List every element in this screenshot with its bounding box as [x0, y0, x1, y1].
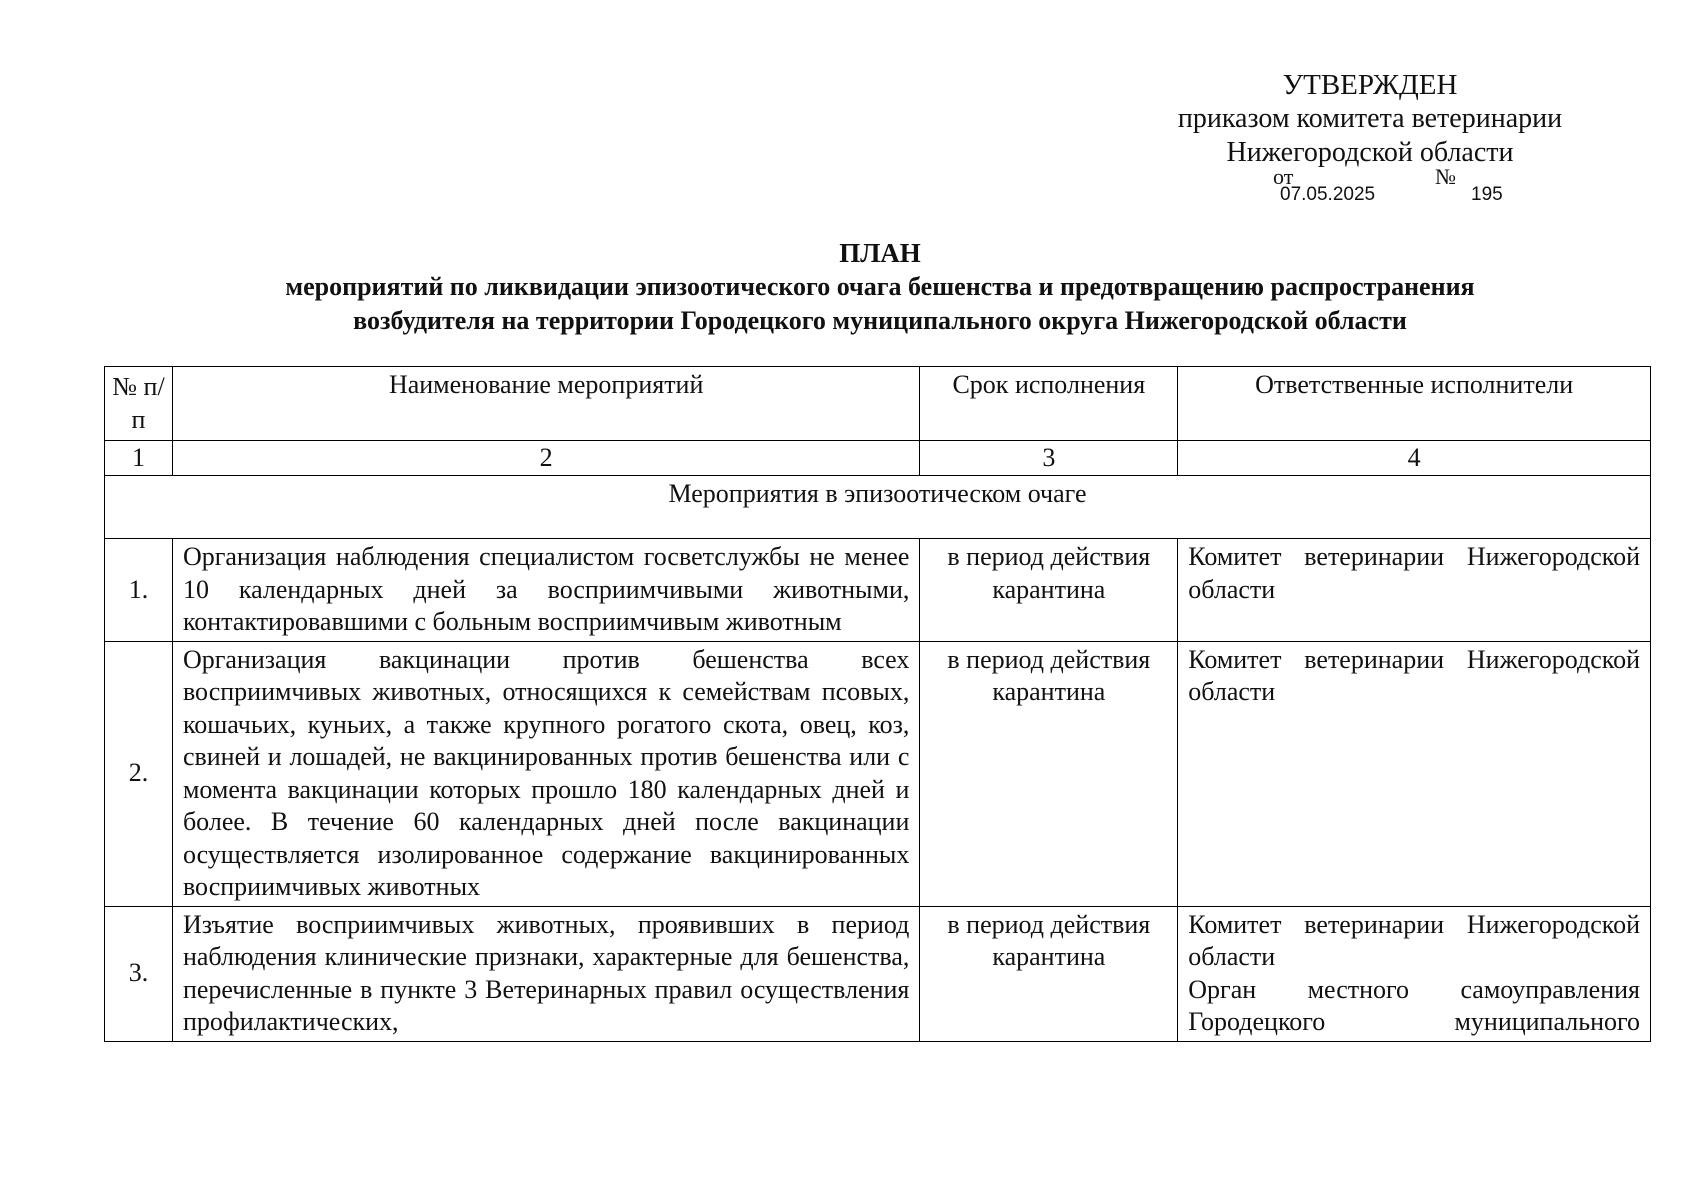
header-term: Срок исполнения [920, 367, 1178, 441]
row-responsible [1178, 539, 1651, 642]
header-num: № п/п [105, 367, 173, 441]
order-date-number-line [1165, 164, 1575, 206]
column-number: 1 [105, 441, 173, 476]
row-name: Организация наблюдения специалистом госветслужбы не менее 10 календарных дней за восприимчивыми животными, контактировавшими с больным восприимчивым животным [172, 539, 919, 642]
from-label: от [1273, 164, 1294, 189]
plan-table [104, 366, 1651, 1042]
row-name: Изъятие восприимчивых животных, проявивших в период наблюдения клинические признаки, характерные для бешенства, перечисленные в пункте 3 Ветеринарных правил осуществления профилактических, [172, 906, 919, 1041]
section-row [105, 476, 1651, 539]
column-numbers-row [105, 441, 1651, 476]
order-date: 07.05.2025 [1280, 184, 1376, 205]
table-header-row [105, 367, 1651, 441]
column-number: 2 [172, 441, 919, 476]
row-num: 1. [105, 539, 173, 642]
approval-order-text: приказом комитета ветеринарии [1177, 103, 1563, 134]
row-term: в период действия карантина [920, 641, 1178, 906]
responsible-line: Комитет ветеринарии Нижегородской области [1188, 909, 1640, 971]
section-title: Мероприятия в эпизоотическом очаге [105, 476, 1651, 539]
document-subtitle-line-2: возбудителя на территории Городецкого муниципального округа Нижегородской области [353, 306, 1407, 335]
table-row [105, 539, 1651, 642]
row-num: 3. [105, 906, 173, 1041]
row-term: в период действия карантина [920, 906, 1178, 1041]
document-heading [100, 236, 1660, 338]
table-row [105, 641, 1651, 906]
row-term: в период действия карантина [920, 539, 1178, 642]
column-number: 4 [1178, 441, 1651, 476]
row-num: 2. [105, 641, 173, 906]
document-title: ПЛАН [839, 238, 921, 268]
header-responsible: Ответственные исполнители [1178, 367, 1651, 441]
responsible-line: Комитет ветеринарии Нижегородской области [1188, 542, 1640, 604]
row-responsible [1178, 906, 1651, 1041]
row-responsible [1178, 641, 1651, 906]
approval-block [1165, 68, 1575, 206]
header-name: Наименование мероприятий [172, 367, 919, 441]
column-number: 3 [920, 441, 1178, 476]
order-number: 195 [1471, 184, 1503, 205]
responsible-line: Комитет ветеринарии Нижегородской области [1188, 644, 1640, 706]
responsible-line: Орган местного самоуправления Городецкого муниципального [1188, 974, 1640, 1036]
document-subtitle-line-1: мероприятий по ликвидации эпизоотического очага бешенства и предотвращению распространения [285, 272, 1475, 301]
table-row [105, 906, 1651, 1041]
row-name: Организация вакцинации против бешенства всех восприимчивых животных, относящихся к семействам псовых, кошачьих, куньих, а также крупного рогатого скота, овец, коз, свиней и лошадей, не вакцинированных против бешенства или с момента вакцинации которых прошло 180 календарных дней и более. В течение 60 календарных дней после вакцинации осуществляется изолированное содержание вакцинированных восприимчивых животных [172, 641, 919, 906]
approval-region: Нижегородской области [1226, 137, 1514, 168]
number-label: № [1435, 164, 1456, 189]
approved-label: УТВЕРЖДЕН [1282, 69, 1458, 101]
